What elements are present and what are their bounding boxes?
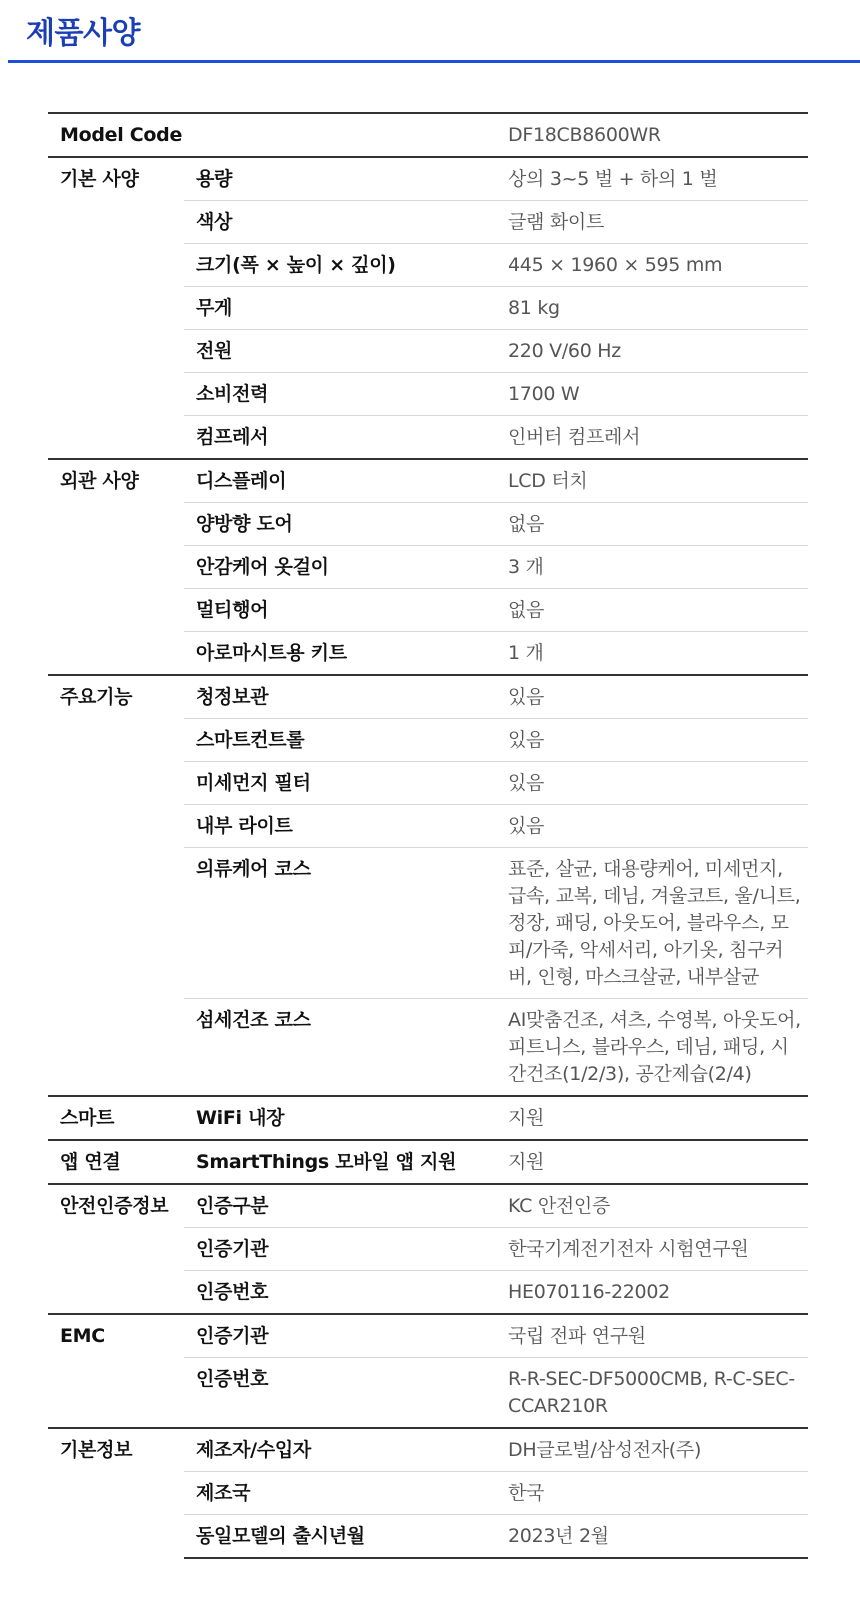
spec-item-value: KC 안전인증 [496,1184,808,1228]
spec-item-value: 1700 W [496,373,808,416]
spec-item-value: 있음 [496,675,808,719]
spec-item-value: 상의 3~5 벌 + 하의 1 벌 [496,157,808,201]
spec-item-value: 지원 [496,1140,808,1184]
spec-row [48,1140,808,1184]
spec-item-label: 색상 [184,201,496,244]
spec-item-value: 3 개 [496,546,808,589]
spec-row [48,1096,808,1140]
spec-row [48,1314,808,1358]
spec-item-value: 있음 [496,805,808,848]
spec-item-value: HE070116-22002 [496,1271,808,1315]
spec-item-label: 용량 [184,157,496,201]
spec-category: 외관 사양 [48,459,184,675]
spec-item-value: 표준, 살균, 대용량케어, 미세먼지, 급속, 교복, 데님, 겨울코트, 울/니트, 정장, 패딩, 아웃도어, 블라우스, 모피/가죽, 악세서리, 아기옷, 침구커버, 인형, 마스크살균, 내부살균 [496,848,808,999]
spec-item-label: SmartThings 모바일 앱 지원 [184,1140,496,1184]
spec-item-value: 없음 [496,503,808,546]
spec-item-value: 없음 [496,589,808,632]
spec-item-label: 인증기관 [184,1228,496,1271]
spec-item-label: 스마트컨트롤 [184,719,496,762]
spec-row [48,1428,808,1472]
spec-item-label: 미세먼지 필터 [184,762,496,805]
spec-item-value: 글램 화이트 [496,201,808,244]
spec-item-value: 445 × 1960 × 595 mm [496,244,808,287]
spec-item-value: 220 V/60 Hz [496,330,808,373]
spec-category: 주요기능 [48,675,184,1096]
spec-item-value: 있음 [496,719,808,762]
title-divider [8,60,860,63]
spec-item-label: 양방향 도어 [184,503,496,546]
model-code-value: DF18CB8600WR [496,113,808,157]
spec-item-value: 지원 [496,1096,808,1140]
spec-row [48,157,808,201]
spec-item-value: 인버터 컴프레서 [496,416,808,460]
page-title: 제품사양 [26,16,140,51]
spec-item-label: 안감케어 옷걸이 [184,546,496,589]
spec-row [48,675,808,719]
model-code-label: Model Code [48,113,496,157]
spec-item-label: 청정보관 [184,675,496,719]
spec-category: EMC [48,1314,184,1428]
spec-item-label: 디스플레이 [184,459,496,503]
spec-item-value: DH글로벌/삼성전자(주) [496,1428,808,1472]
spec-item-value: LCD 터치 [496,459,808,503]
spec-item-label: 컴프레서 [184,416,496,460]
spec-item-label: 인증기관 [184,1314,496,1358]
spec-table-body [48,113,808,1558]
spec-item-label: 크기(폭 × 높이 × 깊이) [184,244,496,287]
spec-item-label: 의류케어 코스 [184,848,496,999]
spec-item-value: 2023년 2월 [496,1515,808,1559]
spec-item-value: 1 개 [496,632,808,676]
spec-item-value: AI맞춤건조, 셔츠, 수영복, 아웃도어, 피트니스, 블라우스, 데님, 패딩, 시간건조(1/2/3), 공간제습(2/4) [496,999,808,1097]
spec-item-label: 아로마시트용 키트 [184,632,496,676]
spec-item-value: 81 kg [496,287,808,330]
spec-category: 앱 연결 [48,1140,184,1184]
spec-table [48,112,808,1559]
spec-category: 안전인증정보 [48,1184,184,1314]
model-code-row [48,113,808,157]
spec-item-value: 한국 [496,1472,808,1515]
spec-item-label: 내부 라이트 [184,805,496,848]
spec-item-label: 동일모델의 출시년월 [184,1515,496,1559]
spec-item-label: 인증번호 [184,1271,496,1315]
spec-item-label: 무게 [184,287,496,330]
spec-item-label: 제조자/수입자 [184,1428,496,1472]
spec-category: 스마트 [48,1096,184,1140]
spec-item-label: 인증번호 [184,1358,496,1429]
spec-row [48,1184,808,1228]
spec-item-label: 제조국 [184,1472,496,1515]
spec-item-value: 국립 전파 연구원 [496,1314,808,1358]
spec-item-value: 있음 [496,762,808,805]
spec-category: 기본 사양 [48,157,184,459]
spec-item-label: 섬세건조 코스 [184,999,496,1097]
spec-item-value: R-R-SEC-DF5000CMB, R-C-SEC-CCAR210R [496,1358,808,1429]
spec-item-value: 한국기계전기전자 시험연구원 [496,1228,808,1271]
spec-item-label: 소비전력 [184,373,496,416]
spec-row [48,459,808,503]
spec-category: 기본정보 [48,1428,184,1558]
spec-item-label: 전원 [184,330,496,373]
spec-item-label: WiFi 내장 [184,1096,496,1140]
spec-item-label: 멀티행어 [184,589,496,632]
spec-item-label: 인증구분 [184,1184,496,1228]
